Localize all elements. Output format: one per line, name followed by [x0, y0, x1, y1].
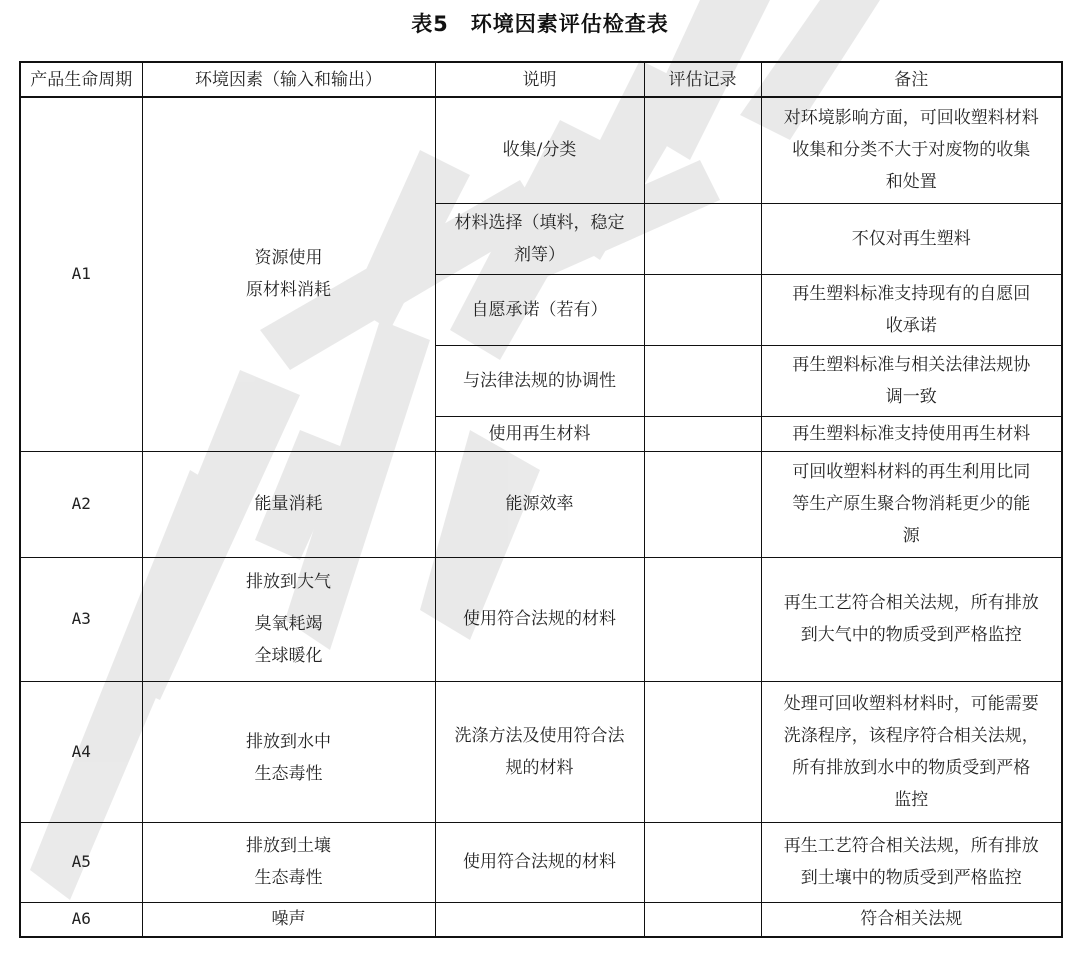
factor-cell: 能量消耗	[142, 451, 435, 557]
description-cell: 使用符合法规的材料	[435, 557, 644, 681]
table-row	[20, 451, 1062, 557]
description-cell: 收集/分类	[435, 97, 644, 203]
note-cell: 符合相关法规	[761, 902, 1062, 937]
note-cell: 处理可回收塑料材料时，可能需要 洗涤程序，该程序符合相关法规， 所有排放到水中的物质受到严格 监控	[761, 681, 1062, 822]
record-cell	[644, 451, 761, 557]
header-factor: 环境因素（输入和输出）	[142, 62, 435, 97]
note-cell: 可回收塑料材料的再生利用比同 等生产原生聚合物消耗更少的能 源	[761, 451, 1062, 557]
record-cell	[644, 416, 761, 451]
record-cell	[644, 681, 761, 822]
description-cell: 使用再生材料	[435, 416, 644, 451]
header-record: 评估记录	[644, 62, 761, 97]
table-row	[20, 822, 1062, 902]
record-cell	[644, 557, 761, 681]
lifecycle-cell: A4	[20, 681, 142, 822]
environmental-factor-table	[19, 61, 1063, 938]
table-title: 表5 环境因素评估检查表	[411, 12, 669, 36]
header-lifecycle: 产品生命周期	[20, 62, 142, 97]
factor-cell: 资源使用 原材料消耗	[142, 97, 435, 451]
description-cell: 使用符合法规的材料	[435, 822, 644, 902]
header-description: 说明	[435, 62, 644, 97]
record-cell	[644, 822, 761, 902]
note-cell: 再生塑料标准支持使用再生材料	[761, 416, 1062, 451]
factor-cell: 噪声	[142, 902, 435, 937]
note-cell: 再生塑料标准支持现有的自愿回 收承诺	[761, 274, 1062, 345]
record-cell	[644, 902, 761, 937]
factor-cell: 排放到水中 生态毒性	[142, 681, 435, 822]
lifecycle-cell: A2	[20, 451, 142, 557]
description-cell: 能源效率	[435, 451, 644, 557]
header-row	[20, 62, 1062, 97]
record-cell	[644, 345, 761, 416]
table-row	[20, 902, 1062, 937]
note-cell: 不仅对再生塑料	[761, 203, 1062, 274]
note-cell: 对环境影响方面，可回收塑料材料 收集和分类不大于对废物的收集 和处置	[761, 97, 1062, 203]
lifecycle-cell: A5	[20, 822, 142, 902]
description-cell: 洗涤方法及使用符合法 规的材料	[435, 681, 644, 822]
table-row	[20, 557, 1062, 681]
description-cell: 自愿承诺（若有）	[435, 274, 644, 345]
factor-cell: 排放到大气 臭氧耗竭 全球暖化	[142, 557, 435, 681]
description-cell: 与法律法规的协调性	[435, 345, 644, 416]
factor-cell: 排放到土壤 生态毒性	[142, 822, 435, 902]
record-cell	[644, 274, 761, 345]
description-cell: 材料选择（填料，稳定 剂等）	[435, 203, 644, 274]
table-row	[20, 681, 1062, 822]
header-note: 备注	[761, 62, 1062, 97]
description-cell	[435, 902, 644, 937]
lifecycle-cell: A6	[20, 902, 142, 937]
note-cell: 再生工艺符合相关法规，所有排放 到大气中的物质受到严格监控	[761, 557, 1062, 681]
record-cell	[644, 203, 761, 274]
table-row	[20, 97, 1062, 203]
note-cell: 再生工艺符合相关法规，所有排放 到土壤中的物质受到严格监控	[761, 822, 1062, 902]
note-cell: 再生塑料标准与相关法律法规协 调一致	[761, 345, 1062, 416]
lifecycle-cell: A3	[20, 557, 142, 681]
lifecycle-cell: A1	[20, 97, 142, 451]
record-cell	[644, 97, 761, 203]
